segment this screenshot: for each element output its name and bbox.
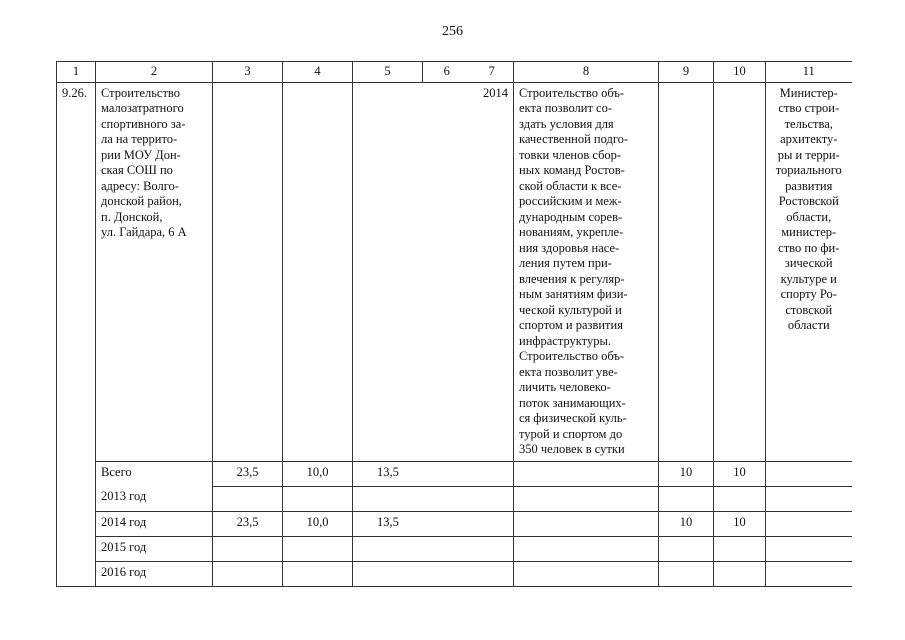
text-line: донской район, xyxy=(101,194,182,208)
year-row xyxy=(57,561,852,586)
text-line: рии МОУ Дон- xyxy=(101,147,181,162)
column-number: 10 xyxy=(714,62,766,83)
program-table xyxy=(56,61,852,587)
text-line: стовской xyxy=(785,302,833,317)
item-row xyxy=(57,82,852,461)
year-label: 2013 год xyxy=(96,486,213,511)
text-line: развития xyxy=(785,178,833,193)
year-c9: 10 xyxy=(659,511,714,536)
totals-c4: 10,0 xyxy=(283,461,353,486)
column-number: 2 xyxy=(96,62,213,83)
text-line: российским и меж- xyxy=(519,194,622,208)
text-line: Строительство объ- xyxy=(519,85,625,100)
text-line: поток занимающих- xyxy=(519,395,626,410)
text-line: нованиям, укрепле- xyxy=(519,225,624,239)
text-line: ления путем при- xyxy=(519,256,612,270)
text-line: зической xyxy=(784,256,833,270)
year-row xyxy=(57,511,852,536)
item-title xyxy=(96,82,213,461)
column-number: 3 xyxy=(213,62,283,83)
text-line: ториального xyxy=(775,163,842,177)
column-number: 1 xyxy=(57,62,96,83)
item-number: 9.26. xyxy=(57,82,96,586)
text-line: ным занятиям физи- xyxy=(519,287,628,301)
text-line: качественной подго- xyxy=(519,132,629,146)
text-line: ул. Гайдара, 6 А xyxy=(101,225,187,239)
text-line: Ростовской xyxy=(778,194,839,208)
text-line: ство по фи- xyxy=(778,240,840,255)
text-line: культуре и xyxy=(780,271,837,286)
text-line: товки членов сбор- xyxy=(519,147,622,162)
year-c3: 23,5 xyxy=(213,511,283,536)
text-line: ры и терри- xyxy=(777,147,840,162)
text-line: ской области к все- xyxy=(519,178,622,193)
totals-c3: 23,5 xyxy=(213,461,283,486)
totals-row xyxy=(57,461,852,486)
totals-c10: 10 xyxy=(714,461,766,486)
year-label: 2014 год xyxy=(96,511,213,536)
text-line: министер- xyxy=(781,225,837,239)
item-year: 2014 xyxy=(471,82,514,461)
text-line: турой и спортом до xyxy=(519,426,623,441)
text-line: спортом и развития xyxy=(519,318,623,332)
text-line: 350 человек в сутки xyxy=(519,442,625,456)
year-c5: 13,5 xyxy=(353,511,514,536)
totals-c9: 10 xyxy=(659,461,714,486)
text-line: области xyxy=(787,318,830,332)
text-line: спортивного за- xyxy=(101,116,186,131)
text-line: ных команд Ростов- xyxy=(519,163,625,177)
text-line: дународным сорев- xyxy=(519,209,623,224)
text-line: области, xyxy=(786,209,832,224)
year-label: 2015 год xyxy=(96,536,213,561)
text-line: личить человеко- xyxy=(519,380,611,394)
text-line: адресу: Волго- xyxy=(101,178,179,193)
item-responsible xyxy=(766,82,852,461)
totals-c5: 13,5 xyxy=(353,461,514,486)
text-line: ся физической куль- xyxy=(519,411,627,425)
text-line: ния здоровья насе- xyxy=(519,240,620,255)
text-line: спорту Ро- xyxy=(780,287,837,301)
column-number-row xyxy=(57,62,852,83)
text-line: ла на террито- xyxy=(101,132,178,146)
column-number: 11 xyxy=(766,62,852,83)
page-number: 256 xyxy=(442,24,463,39)
year-c4: 10,0 xyxy=(283,511,353,536)
column-number: 8 xyxy=(514,62,659,83)
text-line: здать условия для xyxy=(519,116,614,131)
text-line: влечения к регуляр- xyxy=(519,271,625,286)
text-line: екта позволит со- xyxy=(519,101,612,115)
item-description xyxy=(514,82,659,461)
year-c10: 10 xyxy=(714,511,766,536)
column-number: 5 xyxy=(353,62,423,83)
text-line: ская СОШ по xyxy=(101,163,173,177)
column-number: 6 xyxy=(423,62,471,83)
text-line: архитекту- xyxy=(780,132,838,146)
year-row xyxy=(57,536,852,561)
text-line: Строительство xyxy=(101,85,181,100)
text-line: Строительство объ- xyxy=(519,349,625,363)
year-label: 2016 год xyxy=(96,561,213,586)
column-number: 4 xyxy=(283,62,353,83)
column-number: 7 xyxy=(471,62,514,83)
text-line: тельства, xyxy=(784,116,833,131)
text-line: екта позволит уве- xyxy=(519,364,618,379)
totals-label: Всего xyxy=(96,461,213,486)
text-line: малозатратного xyxy=(101,101,184,115)
text-line: инфраструктуры. xyxy=(519,333,612,348)
text-line: Министер- xyxy=(779,85,838,100)
column-number: 9 xyxy=(659,62,714,83)
text-line: ческой культурой и xyxy=(519,302,622,317)
year-row xyxy=(57,486,852,511)
text-line: ство строи- xyxy=(778,101,840,115)
text-line: п. Донской, xyxy=(101,209,163,224)
